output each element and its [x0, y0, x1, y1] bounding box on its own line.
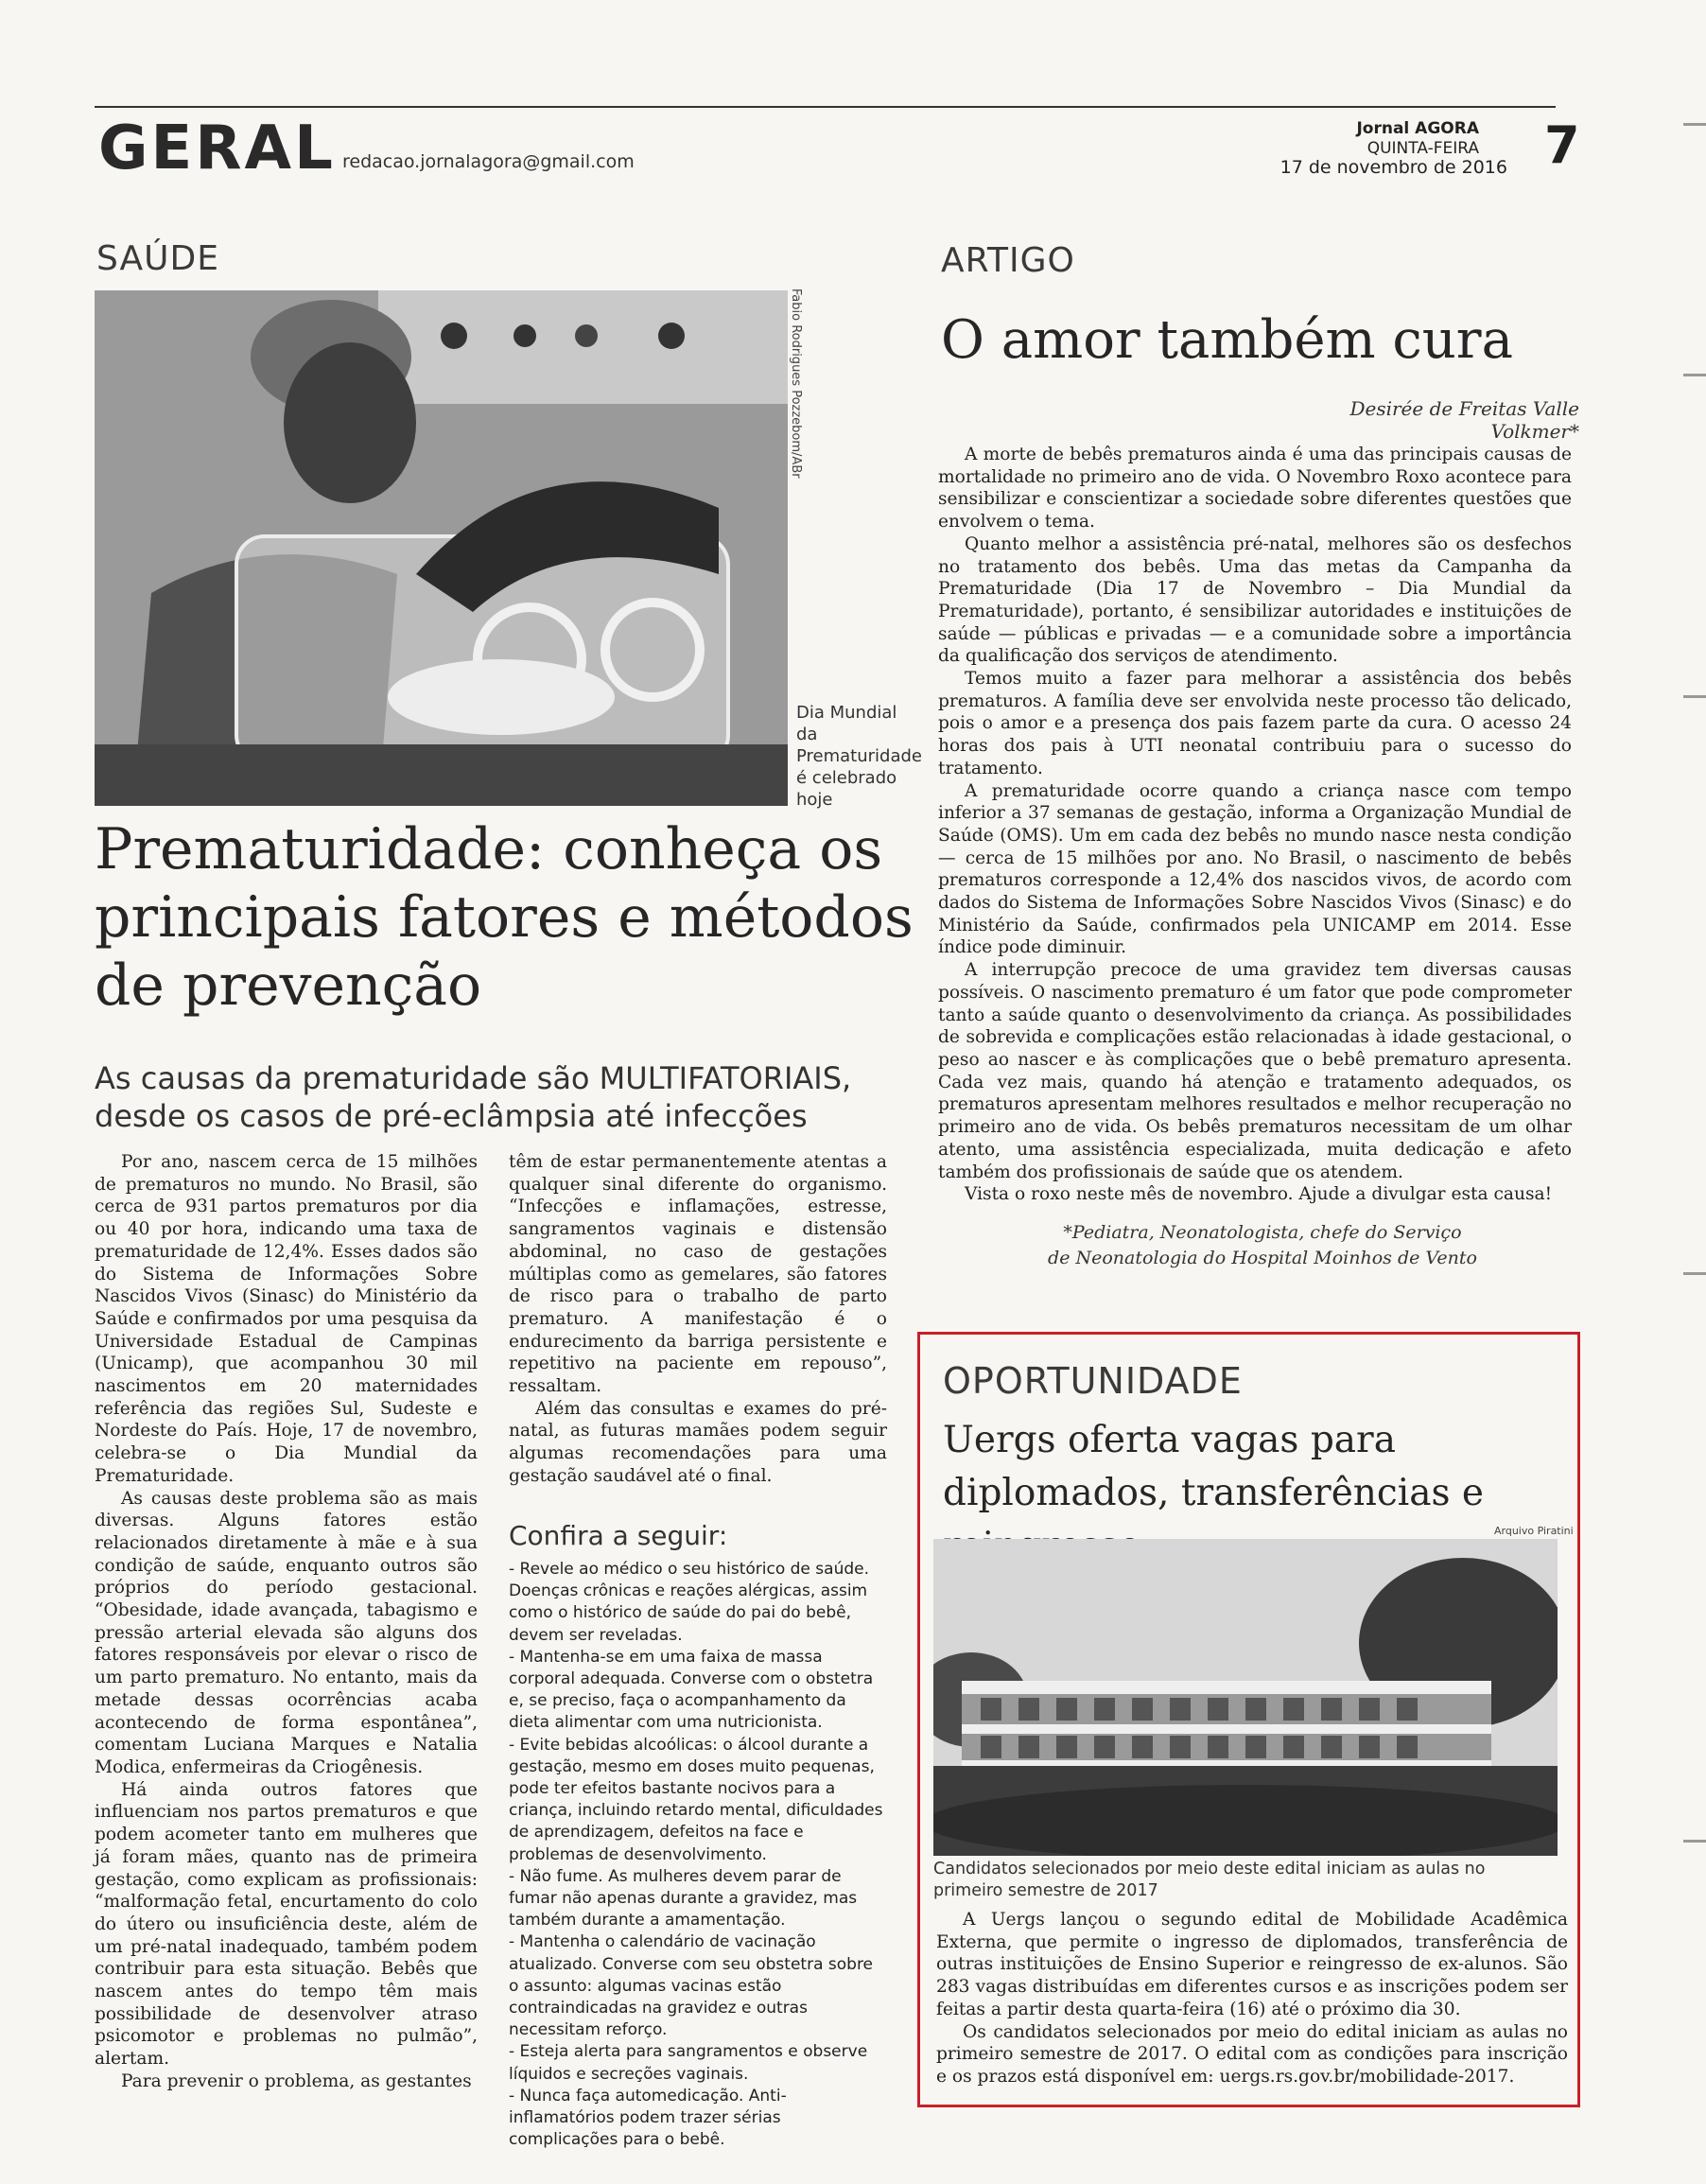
paragraph: Os candidatos selecionados por meio do edital iniciam as aulas no primeiro semestre de 2017. O edital com as condições para inscrição e os prazos está disponível em: uergs.rs.gov.br/mobilidade-2017. [936, 2021, 1568, 2087]
scan-mark [1683, 1840, 1706, 1843]
contact-email[interactable]: redacao.jornalagora@gmail.com [342, 151, 635, 172]
photo-credit: Fabio Rodrigues Pozzebom/ABr [789, 288, 803, 479]
main-headline: Prematuridade: conheça os principais fatores e métodos de prevenção [95, 816, 914, 1019]
oportunidade-headline: Uergs oferta vagas para diplomados, transferências e [943, 1419, 1484, 1514]
saude-column-2 [509, 1151, 887, 1488]
paragraph: Vista o roxo neste mês de novembro. Ajude a divulgar esta causa! [965, 1184, 1553, 1205]
uergs-building-photo [933, 1539, 1558, 1856]
photo-credit: Arquivo Piratini [1494, 1525, 1574, 1537]
scan-mark [1683, 374, 1706, 376]
paragraph: A Uergs lançou o segundo edital de Mobilidade Acadêmica Externa, que permite o ingresso de diplomados, transferência de outras instituições de Ensino Superior e reingresso de ex-alunos. São 283 vagas distribuídas em diferentes cursos e as inscrições podem ser feitas a partir desta quarta-feira (16) até o próximo dia 30. [936, 1910, 1568, 2019]
scan-mark [1683, 1272, 1706, 1275]
tips-title: Confira a seguir: [509, 1520, 728, 1551]
tips-list [509, 1559, 887, 2151]
building-illustration [933, 1539, 1558, 1856]
footnote-line: *Pediatra, Neonatologista, chefe do Serviço [1063, 1222, 1462, 1243]
author-footnote [979, 1220, 1546, 1271]
main-deck: As causas da prematuridade são MULTIFATORIAIS, desde os casos de pré-eclâmpsia até infecções [95, 1060, 852, 1134]
oportunidade-kicker: OPORTUNIDADE [943, 1360, 1243, 1402]
paragraph: Há ainda outros fatores que influenciam nos partos prematuros e que podem acometer tanto em mulheres que já foram mães, quanto nas de primeira gestação, como explicam as profissionais: “malformação fetal, encurtamento do colo do útero ou insuficiência deste, além de um pré-natal inadequado, também podem contribuir para esta situação. Bebês que nascem antes do tempo têm mais possibilidade de desenvolver atraso psicomotor e problemas no pulmão”, alertam. [95, 1779, 478, 2070]
saude-column-1 [95, 1151, 478, 2093]
masthead-rule [95, 106, 1556, 108]
newspaper-name: Jornal AGORA [1356, 119, 1479, 138]
weekday: QUINTA-FEIRA [1367, 139, 1479, 158]
photo-caption: Dia Mundial da Prematuridade é celebrado hoje [796, 703, 923, 810]
prematurity-photo [95, 290, 788, 806]
paragraph: têm de estar permanentemente atentas a qualquer sinal diferente do organismo. “Infecções e inflamações, estresse, sangramentos vaginais e distensão abdominal, no caso de gestações múltiplas como as gemelares, são fatores de risco para o trabalho de parto prematuro. A manifestação é o endurecimento da barriga persistente e repetitivo na paciente em repouso”, ressaltam. [509, 1152, 887, 1397]
paragraph: Para prevenir o problema, as gestantes [121, 2070, 472, 2091]
tip-item: - Evite bebidas alcoólicas: o álcool durante a gestação, mesmo em doses muito pequenas, pode ter efeitos bastante nocivos para a criança, incluindo retardo mental, dificuldades de aprendizagem, defeitos na face e problemas de desenvolvimento. [509, 1735, 883, 1864]
scan-mark [1683, 695, 1706, 698]
tip-item: - Mantenha-se em uma faixa de massa corporal adequada. Converse com o obstetra e, se preciso, faça o acompanhamento da dieta alimentar com uma nutricionista. [509, 1647, 874, 1733]
artigo-author: Desirée de Freitas Valle Volkmer* [1349, 397, 1579, 443]
tip-item: - Mantenha o calendário de vacinação atualizado. Converse com seu obstetra sobre o assunto: algumas vacinas estão contraindicadas na gravidez e outras necessitam reforço. [509, 1932, 874, 2040]
tip-item: - Não fume. As mulheres devem parar de fumar não apenas durante a gravidez, mas também durante a amamentação. [509, 1866, 858, 1931]
page-number: 7 [1544, 115, 1580, 175]
tip-item: - Revele ao médico o seu histórico de saúde. Doenças crônicas e reações alérgicas, assim como o histórico de saúde do pai do bebê, devem ser reveladas. [509, 1560, 869, 1645]
tip-item: - Nunca faça automedicação. Anti-inflamatórios podem trazer sérias complicações para o bebê. [509, 2086, 787, 2150]
scan-mark [1683, 123, 1706, 126]
artigo-kicker: ARTIGO [941, 241, 1075, 280]
artigo-headline: O amor também cura [941, 309, 1513, 371]
tip-item: - Esteja alerta para sangramentos e observe líquidos e secreções vaginais. [509, 2042, 868, 2084]
footnote-line: de Neonatologia do Hospital Moinhos de Vento [1048, 1248, 1477, 1268]
paragraph: A interrupção precoce de uma gravidez tem diversas causas possíveis. O nascimento prematuro é um fator que pode comprometer tanto a saúde quanto o desenvolvimento da criança. As possibilidades de sobrevida e complicações estão relacionadas à idade gestacional, o peso ao nascer e às complicações que o bebê prematuro apresenta. Cada vez mais, quando há atenção e tratamento adequados, os prematuros apresentam melhores resultados e melhor recuperação no primeiro ano de vida. Os bebês prematuros necessitam de um olhar atento, uma assistência especializada, muita dedicação e afeto também dos profissionais de saúde que os atendem. [938, 960, 1572, 1182]
paragraph: A prematuridade ocorre quando a criança nasce com tempo inferior a 37 semanas de gestação, informa a Organização Mundial de Saúde (OMS). Um em cada dez bebês no mundo nasce nesta condição — cerca de 15 milhões por ano. No Brasil, o nascimento de bebês prematuros corresponde a 12,4% dos nascidos vivos, de acordo com dados do Sistema de Informações Sobre Nascidos Vivos (Sinasc) e do Ministério da Saúde, confirmados pela UNICAMP em 2014. Esse índice pode diminuir. [938, 780, 1572, 958]
incubator-illustration [95, 290, 788, 806]
artigo-body [938, 444, 1572, 1206]
paragraph: As causas deste problema são as mais diversas. Alguns fatores estão relacionados diretamente à mãe e à sua condição de saúde, enquanto outros são próprios do período gestacional. “Obesidade, idade avançada, tabagismo e pressão arterial elevada são alguns dos fatores responsáveis por elevar o risco de um parto prematuro. No entanto, mais da metade dessas ocorrências acaba acontecendo de forma espontânea”, comentam Luciana Marques e Natalia Modica, enfermeiras da Criogênesis. [95, 1488, 478, 1777]
saude-kicker: SAÚDE [96, 239, 219, 278]
issue-date: 17 de novembro de 2016 [1280, 157, 1507, 178]
photo-caption: Candidatos selecionados por meio deste edital iniciam as aulas no primeiro semestre de 2017 [933, 1860, 1486, 1900]
section-title: GERAL [98, 114, 336, 183]
paragraph: A morte de bebês prematuros ainda é uma das principais causas de mortalidade no primeiro ano de vida. O Novembro Roxo acontece para sensibilizar e conscientizar a sociedade sobre diferentes questões que envolvem o tema. [938, 445, 1572, 533]
paragraph: Além das consultas e exames do pré-natal, as futuras mamães podem seguir algumas recomendações para uma gestação saudável até o final. [509, 1398, 887, 1486]
paragraph: Quanto melhor a assistência pré-natal, melhores são os desfechos no tratamento dos bebês. Uma das metas da Campanha da Prematuridade (Dia 17 de Novembro – Dia Mundial da Prematuridade), portanto, é sensibilizar autoridades e instituições de saúde — públicas e privadas — e a comunidade sobre a importância da qualificação dos serviços de atendimento. [938, 533, 1572, 667]
paragraph: Temos muito a fazer para melhorar a assistência dos bebês prematuros. A família deve ser envolvida neste processo tão delicado, pois o amor e a presença dos pais fazem parte da cura. O acesso 24 horas dos pais à UTI neonatal contribuiu para o sucesso do tratamento. [938, 669, 1572, 778]
oportunidade-body [936, 1909, 1568, 2088]
paragraph: Por ano, nascem cerca de 15 milhões de prematuros no mundo. No Brasil, são cerca de 931 partos prematuros por dia ou 40 por hora, indicando uma taxa de prematuridade de 12,4%. Esses dados são do Sistema de Informações Sobre Nascidos Vivos (Sinasc) do Ministério da Saúde e confirmados por uma pesquisa da Universidade Estadual de Campinas (Unicamp), que acompanhou 30 mil nascimentos em 20 maternidades referência das regiões Sul, Sudeste e Nordeste do País. Hoje, 17 de novembro, celebra-se o Dia Mundial da Prematuridade. [95, 1152, 478, 1486]
